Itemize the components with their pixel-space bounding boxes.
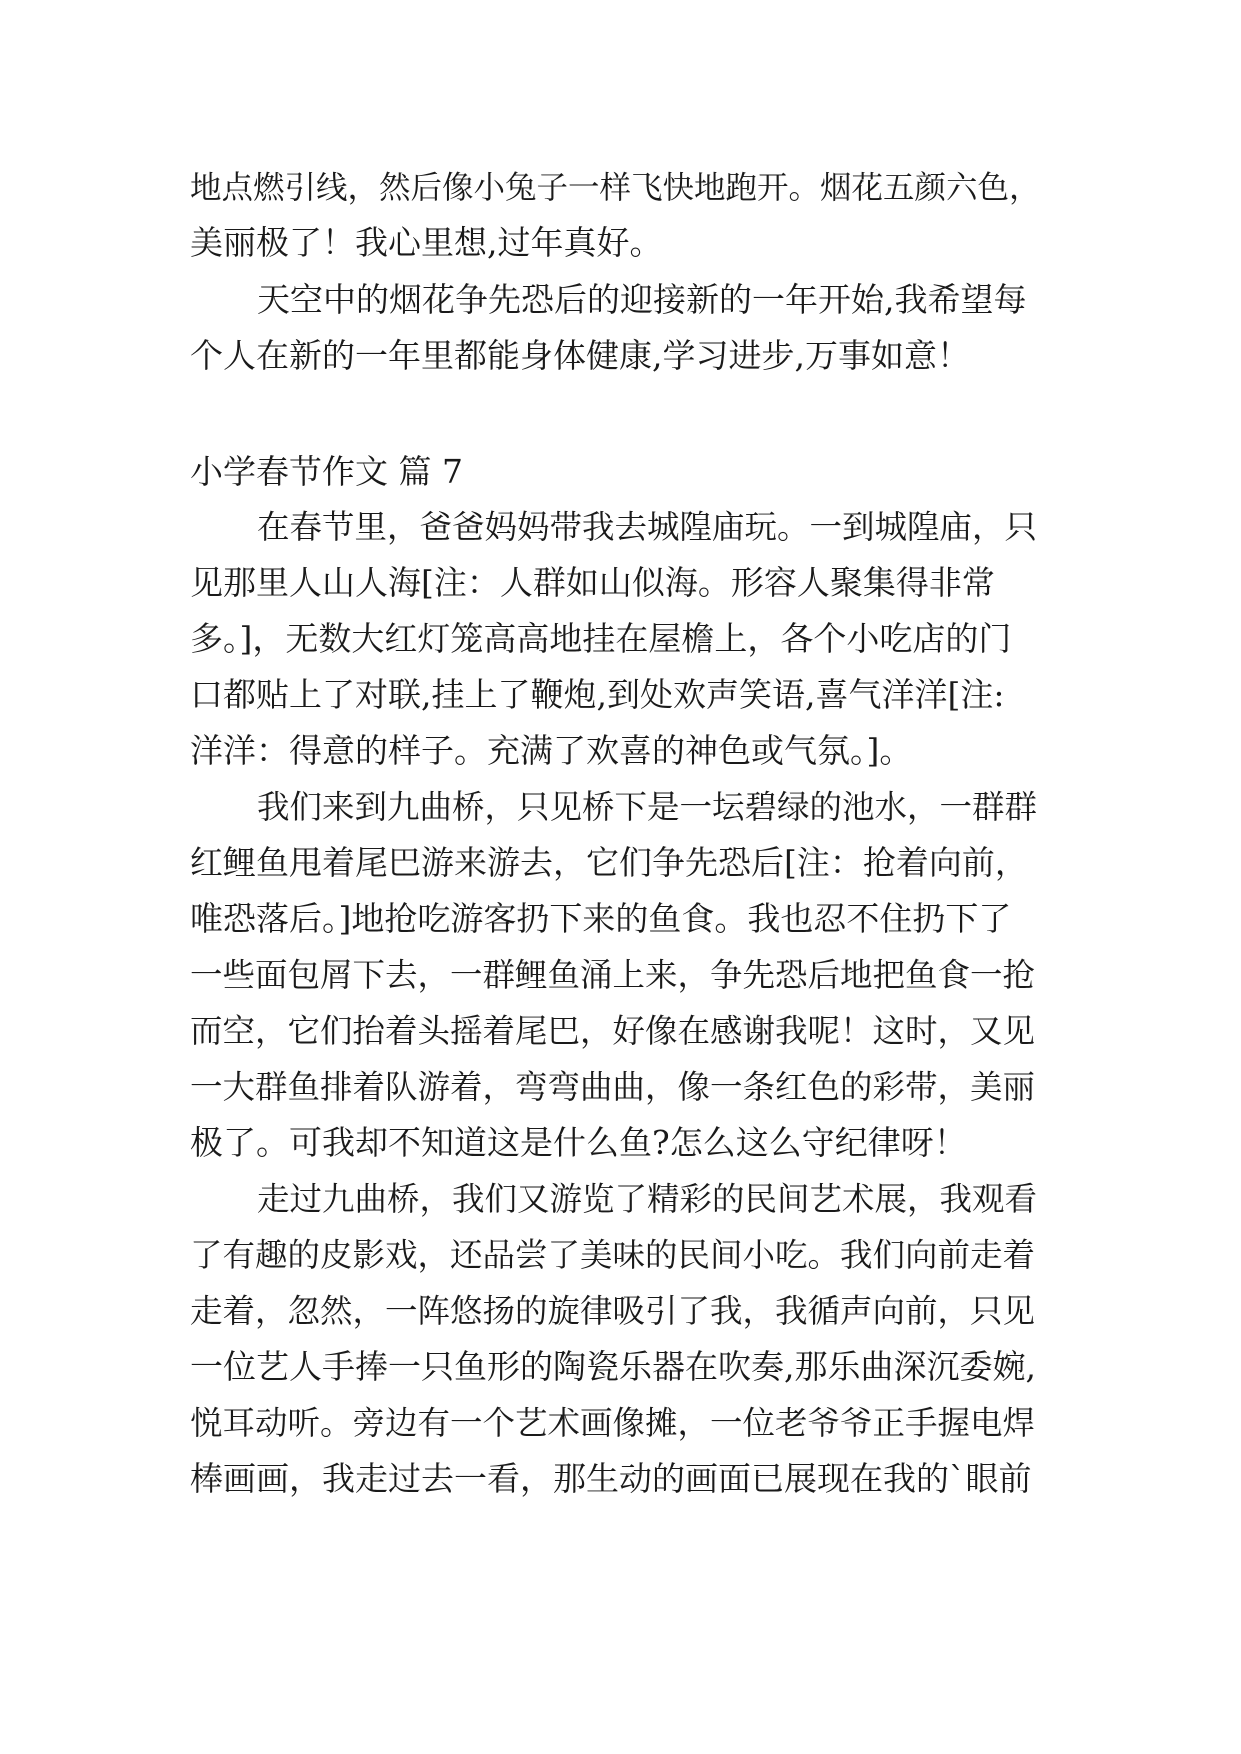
paragraph-line: 而空，它们抬着头摇着尾巴，好像在感谢我呢！这时，又见 [190,1012,1036,1050]
paragraph-line: 口都贴上了对联,挂上了鞭炮,到处欢声笑语,喜气洋洋[注: [190,675,1005,714]
paragraph-line: 一大群鱼排着队游着，弯弯曲曲，像一条红色的彩带，美丽 [190,1068,1036,1106]
paragraph-line: 唯恐落后。]地抢吃游客扔下来的鱼食。我也忍不住扔下了 [190,899,1012,938]
paragraph-line: 走过九曲桥，我们又游览了精彩的民间艺术展，我观看 [257,1180,1038,1218]
paragraph-line: 美丽极了！我心里想,过年真好。 [190,223,663,262]
paragraph-line: 个人在新的一年里都能身体健康,学习进步,万事如意！ [190,336,970,375]
paragraph-line: 红鲤鱼甩着尾巴游来游去，它们争先恐后[注：抢着向前， [190,843,1028,882]
paragraph-line: 一些面包屑下去，一群鲤鱼涌上来，争先恐后地把鱼食一抢 [190,956,1036,994]
paragraph-line: 天空中的烟花争先恐后的迎接新的一年开始,我希望每 [257,280,1027,319]
section-heading: 小学春节作文 篇 7 [190,452,463,491]
paragraph-line: 悦耳动听。旁边有一个艺术画像摊，一位老爷爷正手握电焊 [190,1404,1036,1442]
paragraph-line: 走着，忽然，一阵悠扬的旋律吸引了我，我循声向前，只见 [190,1292,1036,1330]
paragraph-line: 了有趣的皮影戏，还品尝了美味的民间小吃。我们向前走着 [190,1236,1036,1274]
paragraph-line: 极了。可我却不知道这是什么鱼?怎么这么守纪律呀！ [190,1123,967,1162]
paragraph-line: 棒画画，我走过去一看，那生动的画面已展现在我的`眼前 [190,1459,1032,1498]
paragraph-line: 见那里人山人海[注：人群如山似海。形容人聚集得非常 [190,563,995,602]
paragraph-line: 我们来到九曲桥，只见桥下是一坛碧绿的池水，一群群 [257,788,1038,826]
paragraph-line: 在春节里，爸爸妈妈带我去城隍庙玩。一到城隍庙，只 [257,508,1038,546]
paragraph-line: 多。]，无数大红灯笼高高地挂在屋檐上，各个小吃店的门 [190,619,1012,658]
paragraph-line: 地点燃引线，然后像小兔子一样飞快地跑开。烟花五颜六色， [190,170,1041,206]
paragraph-line: 一位艺人手捧一只鱼形的陶瓷乐器在吹奏,那乐曲深沉委婉, [190,1347,1036,1386]
paragraph-line: 洋洋：得意的样子。充满了欢喜的神色或气氛。]。 [190,731,913,770]
